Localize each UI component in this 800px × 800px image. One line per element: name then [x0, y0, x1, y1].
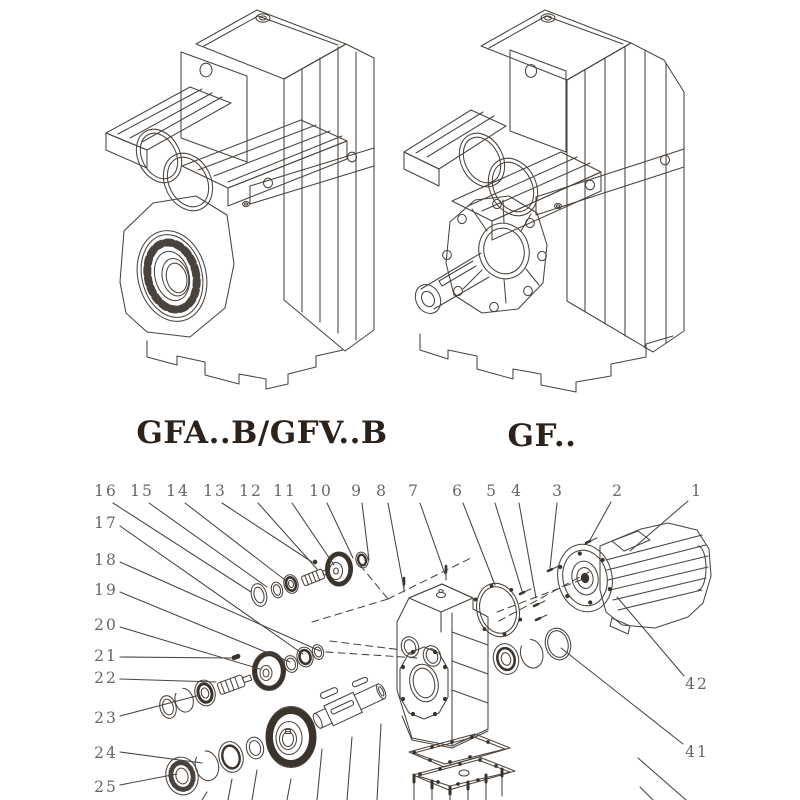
callout-number-5: 5	[486, 482, 498, 500]
exploded-view-drawing	[157, 523, 711, 800]
callout-number-11: 11	[273, 482, 297, 500]
callout-number-19: 19	[94, 581, 118, 599]
snap-ring	[192, 749, 222, 783]
gearbox-right-drawing	[404, 10, 684, 392]
callout-number-6: 6	[452, 482, 464, 500]
motor	[552, 523, 711, 634]
callout-number-10: 10	[309, 482, 333, 500]
model-label-gfab-gfvb: GFA..B/GFV..B	[136, 415, 388, 451]
callout-number-7: 7	[408, 482, 420, 500]
input-shaft-parts	[249, 551, 370, 608]
oil-pan	[413, 757, 515, 790]
callout-number-20: 20	[94, 616, 118, 634]
callout-number-22: 22	[94, 669, 118, 687]
flange-gasket-ring	[471, 578, 526, 641]
key	[352, 676, 369, 687]
output-gear	[266, 707, 316, 768]
callout-number-24: 24	[94, 744, 118, 762]
callout-number-42: 42	[685, 675, 709, 693]
callout-number-23: 23	[94, 709, 118, 727]
callout-number-17: 17	[94, 514, 118, 532]
callout-number-15: 15	[130, 482, 154, 500]
callout-number-25: 25	[94, 778, 118, 796]
callout-number-9: 9	[351, 482, 363, 500]
callout-number-13: 13	[203, 482, 227, 500]
key	[320, 687, 339, 700]
model-label-gf: GF..	[507, 418, 577, 454]
callout-number-41: 41	[685, 743, 709, 761]
callout-number-8: 8	[376, 482, 388, 500]
bearing-cage	[128, 223, 216, 329]
callout-number-18: 18	[94, 551, 118, 569]
callout-number-16: 16	[94, 482, 118, 500]
callout-number-3: 3	[552, 482, 564, 500]
housing	[397, 584, 488, 748]
leader-lines-layer	[113, 501, 688, 800]
callout-number-12: 12	[239, 482, 263, 500]
output-shaft-parts	[162, 676, 389, 798]
callout-number-1: 1	[691, 482, 703, 500]
callout-number-21: 21	[94, 647, 118, 665]
gearbox-left-drawing	[106, 10, 374, 389]
pinion	[217, 672, 253, 695]
callout-number-2: 2	[612, 482, 624, 500]
callout-number-4: 4	[511, 482, 523, 500]
callout-number-14: 14	[166, 482, 190, 500]
output-shaft	[310, 680, 389, 732]
